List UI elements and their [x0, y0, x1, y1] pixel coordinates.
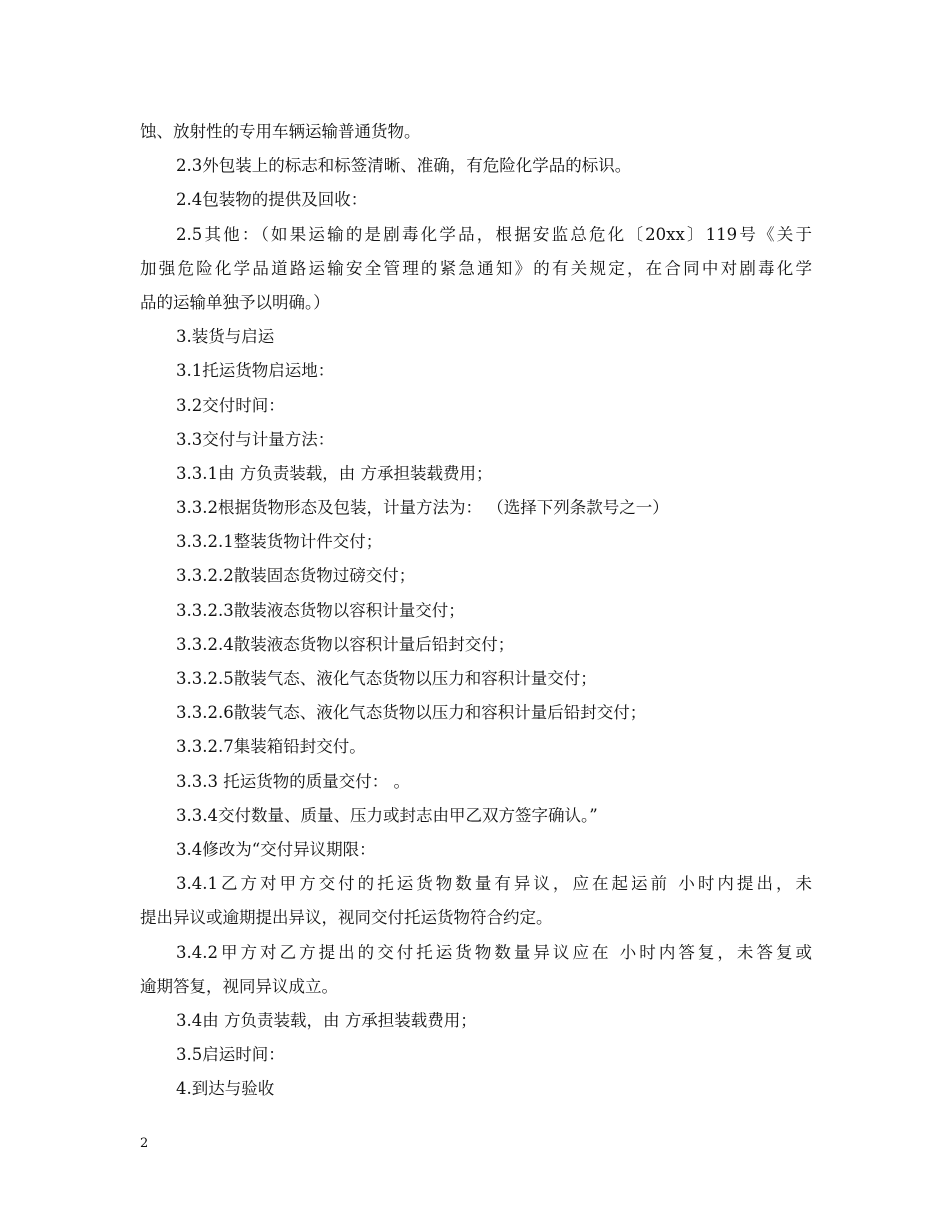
section-heading: 3.装货与启运 — [176, 327, 275, 347]
text-line: 3.3.4交付数量、质量、压力或封志由甲乙双方签字确认。” — [176, 805, 598, 825]
text-line: 3.2交付时间： — [176, 395, 285, 415]
text-line: 3.4由 方负责装载，由 方承担装载费用； — [176, 1010, 477, 1030]
text-line: 逾期答复，视同异议成立。 — [140, 976, 338, 996]
section-heading: 4.到达与验收 — [176, 1079, 275, 1099]
text-line: 3.3.2.1整装货物计件交付； — [176, 532, 383, 552]
text-line: 3.3交付与计量方法： — [176, 429, 335, 449]
text-line: 2.4包装物的提供及回收： — [176, 190, 368, 210]
text-line: 3.3.2.3散装液态货物以容积计量交付； — [176, 600, 465, 620]
text-line: 3.4修改为“交付异议期限： — [176, 839, 376, 859]
text-line: 3.3.2.7集装箱铅封交付。 — [176, 737, 366, 757]
text-line: 3.3.2.5散装气态、液化气态货物以压力和容积计量交付； — [176, 669, 597, 688]
text-line: 3.4.1乙方对甲方交付的托运货物数量有异议，应在起运前 小时内提出，未 — [176, 874, 812, 894]
text-line: 2.3外包装上的标志和标签清晰、准确，有危险化学品的标识。 — [176, 156, 632, 176]
text-line: 蚀、放射性的专用车辆运输普通货物。 — [140, 122, 421, 141]
text-line: 3.3.2根据货物形态及包装，计量方法为： （选择下列条款号之一） — [176, 498, 669, 518]
text-line: 加强危险化学品道路运输安全管理的紧急通知》的有关规定，在合同中对剧毒化学 — [140, 258, 812, 278]
text-line: 3.1托运货物启运地： — [176, 361, 335, 381]
text-line: 提出异议或逾期提出异议，视同交付托运货物符合约定。 — [140, 908, 553, 928]
document-body — [140, 115, 812, 1106]
text-line: 3.3.2.6散装气态、液化气态货物以压力和容积计量后铅封交付； — [176, 703, 647, 723]
text-line: 2.5其他：（如果运输的是剧毒化学品，根据安监总危化〔20xx〕119号《关于 — [176, 224, 812, 244]
text-line: 3.4.2甲方对乙方提出的交付托运货物数量异议应在 小时内答复，未答复或 — [176, 942, 812, 962]
text-line: 3.3.1由 方负责装载，由 方承担装载费用； — [176, 463, 493, 483]
text-line: 3.3.3 托运货物的质量交付： 。 — [176, 771, 410, 791]
text-line: 品的运输单独予以明确。） — [140, 292, 330, 312]
page-number: 2 — [140, 1136, 149, 1151]
text-line: 3.5启运时间： — [176, 1045, 285, 1065]
text-line: 3.3.2.4散装液态货物以容积计量后铅封交付； — [176, 634, 515, 654]
text-line: 3.3.2.2散装固态货物过磅交付； — [176, 566, 416, 586]
